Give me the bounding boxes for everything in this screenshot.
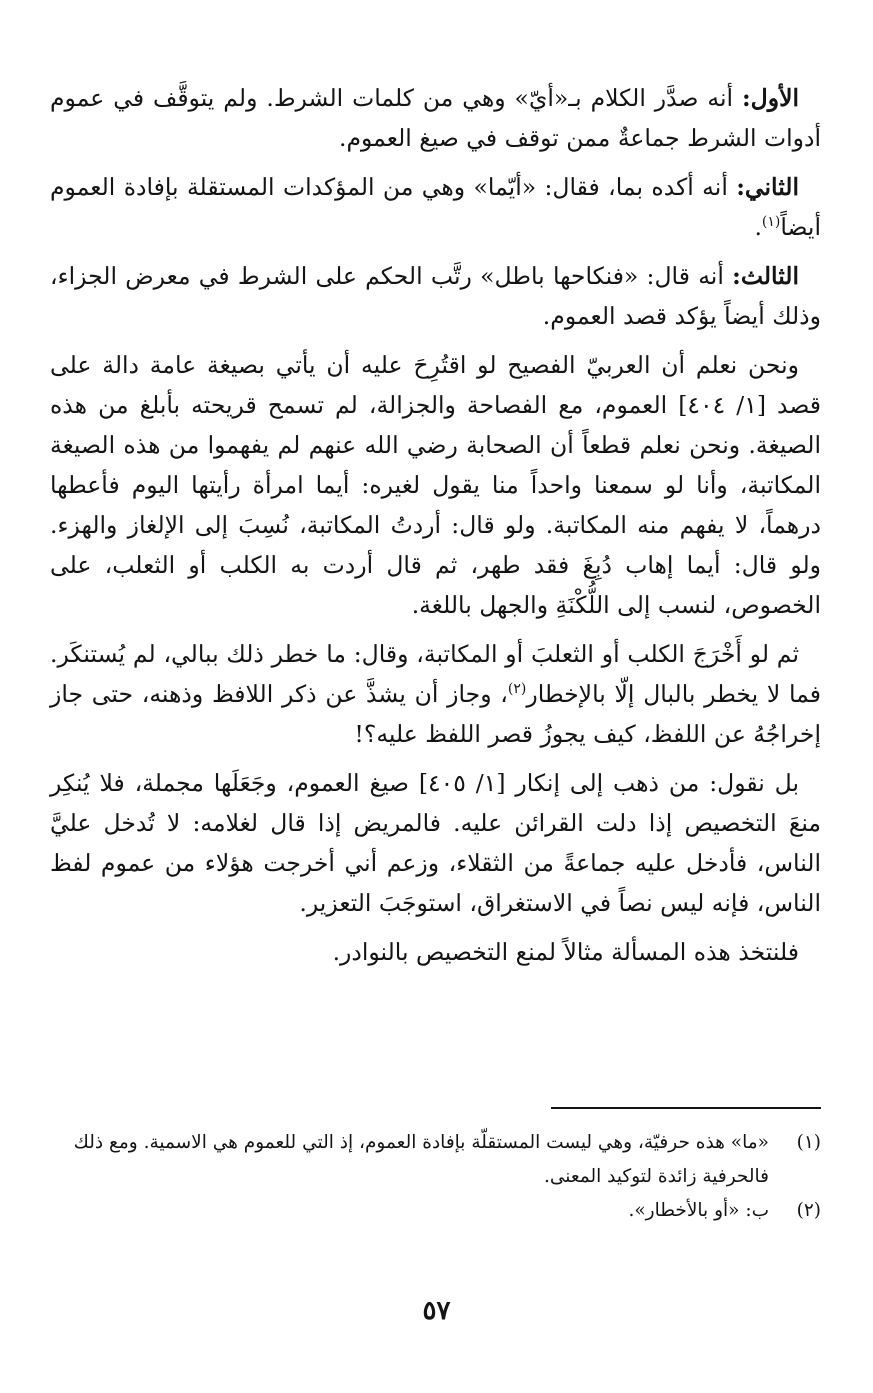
second-point-end: .: [754, 213, 762, 241]
footnote-text: «ما» هذه حرفيّة، وهي ليست المستقلّة بإفادة العموم، إذ التي للعموم هي الاسمية. ومع ذلك فالحرفية زائدة لتوكيد المعنى.: [73, 1132, 769, 1187]
page-number: ٥٧: [422, 1296, 451, 1326]
paragraph-rebuttal: بل نقول: من ذهب إلى إنكار [١/ ٤٠٥] صيغ العموم، وجَعَلَها مجملة، فلا يُنكِر منعَ التخصيص إذا دلت القرائن عليه. فالمريض إذا قال لغلامه: لا تُدخل عليَّ الناس، فأدخل عليه جماعةً من الثقلاء، وزعم أني أخرجت هؤلاء من عموم لفظ الناس، فإنه ليس نصاً في الاستغراق، استوجَبَ التعزير.: [50, 769, 821, 917]
footnote-number: (١): [796, 1132, 821, 1153]
first-point-label: الأول:: [741, 84, 799, 112]
exclusion-text: ثم لو أَخْرَجَ الكلب أو الثعلبَ أو المكاتبة، وقال: ما خطر ذلك ببالي، لم يُستنكَر. فما لا يخطر بالبال إلّا بالإخطار: [50, 640, 821, 708]
second-point-text: أنه أكده بما، فقال: «أيّما» وهي من المؤكدات المستقلة بإفادة العموم أيضاً: [50, 173, 821, 241]
third-point-text: أنه قال: «فنكاحها باطل» رتَّب الحكم على الشرط في معرض الجزاء، وذلك أيضاً يؤكد قصد العموم.: [50, 262, 821, 330]
paragraph-first-point: [50, 78, 821, 158]
paragraph-third-point: [50, 256, 821, 336]
footnote-1: [50, 1126, 821, 1194]
third-point-label: الثالث:: [732, 262, 799, 290]
footnote-ref-1: (١): [761, 214, 781, 231]
paragraph-second-point: [50, 167, 821, 247]
footnote-divider: [551, 1107, 821, 1109]
paragraph-conclusion: فلنتخذ هذه المسألة مثالاً لمنع التخصيص بالنوادر.: [332, 938, 799, 966]
exclusion-text-end: ، وجاز أن يشذَّ عن ذكر اللافظ وذهنه، حتى جاز إخراجُهُ عن اللفظ، كيف يجوزُ قصر اللفظ عليه؟!: [50, 680, 821, 748]
footnote-ref-2: (٢): [507, 681, 527, 698]
first-point-text: أنه صدَّر الكلام بـ«أيّ» وهي من كلمات الشرط. ولم يتوقَّف في عموم أدوات الشرط جماعةٌ ممن توقف في صيغ العموم.: [50, 84, 821, 152]
page-body: [50, 78, 821, 981]
footnote-text: ب: «أو بالأخطار».: [628, 1200, 769, 1221]
footnote-2: [50, 1194, 821, 1228]
second-point-label: الثاني:: [736, 173, 799, 201]
footnote-number: (٢): [796, 1200, 821, 1221]
footnotes: [50, 1126, 821, 1228]
paragraph-argument: ونحن نعلم أن العربيّ الفصيح لو اقتُرِحَ عليه أن يأتي بصيغة عامة دالة على قصد [١/ ٤٠٤] العموم، مع الفصاحة والجزالة، لم تسمح قريحته بأبلغ من هذه الصيغة. ونحن نعلم قطعاً أن الصحابة رضي الله عنهم لم يفهموا من هذه الصيغة المكاتبة، وأنا لو سمعنا واحداً منا يقول لغيره: أيما امرأة رأيتها اليوم فأعطها درهماً، لا يفهم منه المكاتبة. ولو قال: أردتُ المكاتبة، نُسِبَ إلى الإلغاز والهزء. ولو قال: أيما إهاب دُبِغَ فقد طهر، ثم قال أردت به الكلب أو الثعلب، على الخصوص، لنسب إلى اللُّكْنَةِ والجهل باللغة.: [50, 351, 822, 619]
paragraph-exclusion: [50, 634, 821, 754]
